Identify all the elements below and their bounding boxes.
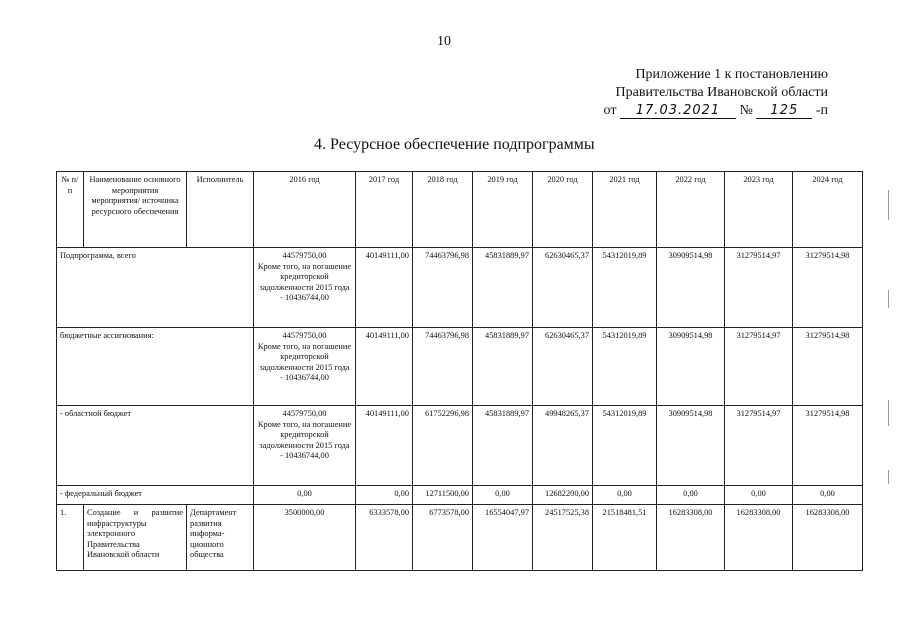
item-value-2023: 16283308,00 bbox=[725, 505, 793, 571]
row-value-2023: 31279514,97 bbox=[725, 248, 793, 328]
from-label: от bbox=[603, 103, 617, 118]
row-value-2019: 45831889,97 bbox=[473, 406, 533, 486]
row-value-2019: 45831889,97 bbox=[473, 248, 533, 328]
row-value-2022: 0,00 bbox=[657, 486, 725, 505]
header-year-2020: 2020 год bbox=[533, 172, 593, 248]
header-year-2023: 2023 год bbox=[725, 172, 793, 248]
row-2016-note: Кроме того, на погашение кредиторской задолженности 2015 года - 10436744,00 bbox=[257, 261, 352, 303]
appendix-line-1: Приложение 1 к постановлению bbox=[635, 67, 828, 82]
row-value-2017: 40149111,00 bbox=[356, 328, 413, 406]
scan-mark bbox=[888, 290, 889, 308]
row-2016-value: 44579750,00 bbox=[282, 251, 327, 260]
number-label: № bbox=[739, 103, 753, 118]
table-row-budget-allocations bbox=[57, 328, 863, 406]
row-value-2018: 12711500,00 bbox=[413, 486, 473, 505]
handwritten-number: 125 bbox=[756, 104, 812, 119]
header-year-2021: 2021 год bbox=[593, 172, 657, 248]
appendix-header bbox=[604, 66, 828, 120]
row-value-2018: 74463796,98 bbox=[413, 328, 473, 406]
row-value-2022: 30909514,98 bbox=[657, 328, 725, 406]
row-2016-value: 44579750,00 bbox=[282, 331, 327, 340]
item-value-2018: 6773578,00 bbox=[413, 505, 473, 571]
row-value-2022: 30909514,98 bbox=[657, 248, 725, 328]
row-label: Подпрограмма, всего bbox=[57, 248, 254, 328]
section-title: 4. Ресурсное обеспечение подпрограммы bbox=[314, 136, 595, 153]
row-value-2021: 54312019,89 bbox=[593, 328, 657, 406]
row-2016-value: 44579750,00 bbox=[282, 409, 327, 418]
row-value-2019: 45831889,97 bbox=[473, 328, 533, 406]
header-year-2024: 2024 год bbox=[793, 172, 863, 248]
item-value-2021: 21518481,51 bbox=[593, 505, 657, 571]
scan-mark bbox=[888, 400, 889, 426]
item-value-2016: 3500000,00 bbox=[254, 505, 356, 571]
row-2016-cell bbox=[254, 248, 356, 328]
row-value-2024: 31279514,98 bbox=[793, 406, 863, 486]
item-name: Создание и развитие инфраструктуры электронного Правительства Ивановской области bbox=[84, 505, 187, 571]
row-2016-note: Кроме того, на погашение кредиторской задолженности 2015 года - 10436744,00 bbox=[257, 419, 352, 461]
row-value-2020: 62630465,37 bbox=[533, 328, 593, 406]
handwritten-date: 17.03.2021 bbox=[620, 104, 736, 119]
row-value-2023: 31279514,97 bbox=[725, 406, 793, 486]
header-executor: Исполнитель bbox=[187, 172, 254, 248]
header-year-2017: 2017 год bbox=[356, 172, 413, 248]
row-value-2019: 0,00 bbox=[473, 486, 533, 505]
row-2016-value: 0,00 bbox=[254, 486, 356, 505]
table-row-subprogram-total bbox=[57, 248, 863, 328]
header-year-2018: 2018 год bbox=[413, 172, 473, 248]
row-label: бюджетные ассигнования: bbox=[57, 328, 254, 406]
appendix-date-line bbox=[604, 102, 828, 120]
row-value-2021: 54312019,89 bbox=[593, 248, 657, 328]
item-executor: Департамент развития информа-ционного общества bbox=[187, 505, 254, 571]
row-value-2024: 31279514,98 bbox=[793, 248, 863, 328]
row-2016-cell bbox=[254, 328, 356, 406]
row-value-2023: 31279514,97 bbox=[725, 328, 793, 406]
row-value-2022: 30909514,98 bbox=[657, 406, 725, 486]
item-value-2024: 16283308,00 bbox=[793, 505, 863, 571]
row-value-2024: 31279514,98 bbox=[793, 328, 863, 406]
header-year-2016: 2016 год bbox=[254, 172, 356, 248]
row-label: - областной бюджет bbox=[57, 406, 254, 486]
table-row-regional-budget bbox=[57, 406, 863, 486]
row-value-2021: 0,00 bbox=[593, 486, 657, 505]
page-number: 10 bbox=[437, 34, 451, 49]
row-value-2017: 40149111,00 bbox=[356, 248, 413, 328]
row-value-2021: 54312019,89 bbox=[593, 406, 657, 486]
row-value-2017: 40149111,00 bbox=[356, 406, 413, 486]
row-value-2023: 0,00 bbox=[725, 486, 793, 505]
table-row-federal-budget bbox=[57, 486, 863, 505]
scan-mark bbox=[888, 190, 889, 220]
row-value-2017: 0,00 bbox=[356, 486, 413, 505]
row-value-2024: 0,00 bbox=[793, 486, 863, 505]
item-value-2019: 16554047,97 bbox=[473, 505, 533, 571]
resource-table bbox=[56, 171, 863, 571]
scan-edge-marks bbox=[888, 0, 898, 640]
header-year-2022: 2022 год bbox=[657, 172, 725, 248]
row-value-2020: 12682200,00 bbox=[533, 486, 593, 505]
header-name: Наименование основного мероприятия мероприятия/ источника ресурсного обеспечения bbox=[84, 172, 187, 248]
header-no: № п/п bbox=[57, 172, 84, 248]
header-row bbox=[57, 172, 863, 248]
row-2016-cell bbox=[254, 406, 356, 486]
appendix-line-2: Правительства Ивановской области bbox=[615, 85, 828, 100]
row-value-2020: 62630465,37 bbox=[533, 248, 593, 328]
number-suffix: -п bbox=[815, 103, 828, 118]
row-label: - федеральный бюджет bbox=[57, 486, 254, 505]
row-2016-note: Кроме того, на погашение кредиторской задолженности 2015 года - 10436744,00 bbox=[257, 341, 352, 383]
header-year-2019: 2019 год bbox=[473, 172, 533, 248]
row-value-2018: 74463796,98 bbox=[413, 248, 473, 328]
item-number: 1. bbox=[57, 505, 84, 571]
item-value-2017: 6333578,00 bbox=[356, 505, 413, 571]
item-value-2020: 24517525,38 bbox=[533, 505, 593, 571]
scan-mark bbox=[888, 470, 889, 484]
item-value-2022: 16283308,00 bbox=[657, 505, 725, 571]
row-value-2018: 61752296,98 bbox=[413, 406, 473, 486]
table-row-item-1 bbox=[57, 505, 863, 571]
row-value-2020: 49948265,37 bbox=[533, 406, 593, 486]
